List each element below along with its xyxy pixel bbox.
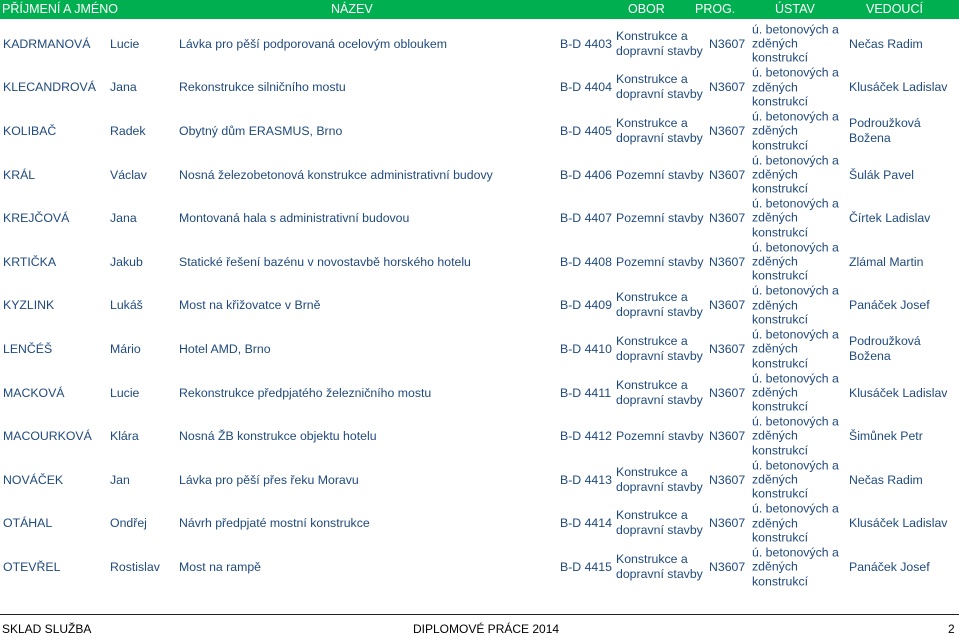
cell-code: B-D 4412	[560, 429, 612, 444]
cell-vedouci: Šulák Pavel	[849, 167, 914, 182]
cell-surname: KRTIČKA	[3, 254, 57, 269]
table-row	[0, 458, 959, 502]
table-row	[0, 109, 959, 153]
table-row	[0, 371, 959, 415]
cell-first: Václav	[110, 167, 147, 182]
table-header	[0, 0, 959, 19]
cell-surname: KLECANDROVÁ	[3, 80, 96, 95]
cell-prog: N3607	[709, 385, 746, 400]
table-row	[0, 284, 959, 328]
cell-prog: N3607	[709, 298, 746, 313]
cell-vedouci: Podroužková Božena	[849, 115, 921, 145]
cell-surname: MACKOVÁ	[3, 385, 65, 400]
cell-obor: Pozemní stavby	[616, 254, 704, 269]
cell-first: Jan	[110, 472, 130, 487]
cell-code: B-D 4403	[560, 36, 612, 51]
cell-obor: Konstrukce a dopravní stavby	[616, 28, 703, 58]
cell-prog: N3607	[709, 123, 746, 138]
cell-ustav: ú. betonových a zděných konstrukcí	[752, 327, 839, 371]
cell-vedouci: Šimůnek Petr	[849, 429, 923, 444]
cell-title: Rekonstrukce předpjatého železničního mostu	[179, 385, 432, 400]
cell-surname: OTÁHAL	[3, 516, 53, 531]
cell-first: Lucie	[110, 385, 140, 400]
cell-obor: Konstrukce a dopravní stavby	[616, 333, 703, 363]
cell-ustav: ú. betonových a zděných konstrukcí	[752, 283, 839, 327]
cell-prog: N3607	[709, 36, 746, 51]
cell-title: Nosná ŽB konstrukce objektu hotelu	[179, 429, 377, 444]
cell-surname: KOLIBAČ	[3, 123, 57, 138]
cell-first: Jana	[110, 80, 137, 95]
cell-code: B-D 4407	[560, 211, 612, 226]
cell-title: Lávka pro pěší přes řeku Moravu	[179, 472, 359, 487]
footer-left: SKLAD SLUŽBA	[2, 622, 92, 636]
cell-obor: Konstrukce a dopravní stavby	[616, 290, 703, 320]
cell-ustav: ú. betonových a zděných konstrukcí	[752, 240, 839, 283]
cell-prog: N3607	[709, 254, 746, 269]
cell-code: B-D 4408	[560, 254, 612, 269]
cell-obor: Konstrukce a dopravní stavby	[616, 377, 703, 407]
cell-first: Radek	[110, 123, 146, 138]
cell-first: Lucie	[110, 36, 140, 51]
cell-title: Rekonstrukce silničního mostu	[179, 80, 346, 95]
cell-code: B-D 4410	[560, 341, 612, 356]
cell-first: Jana	[110, 211, 137, 226]
table-row	[0, 66, 959, 110]
cell-vedouci: Nečas Radim	[849, 472, 923, 487]
cell-ustav: ú. betonových a zděných konstrukcí	[752, 65, 839, 109]
cell-ustav: ú. betonových a zděných konstrukcí	[752, 22, 839, 65]
cell-title: Návrh předpjaté mostní konstrukce	[179, 516, 370, 531]
cell-surname: KREJČOVÁ	[3, 211, 70, 226]
cell-code: B-D 4411	[560, 385, 612, 400]
table-row	[0, 327, 959, 371]
cell-prog: N3607	[709, 211, 746, 226]
cell-code: B-D 4415	[560, 559, 612, 574]
cell-surname: NOVÁČEK	[3, 472, 64, 487]
cell-code: B-D 4406	[560, 167, 612, 182]
cell-code: B-D 4405	[560, 123, 612, 138]
header-prog: PROG.	[695, 2, 736, 16]
cell-title: Most na rampě	[179, 559, 262, 574]
thesis-table	[0, 22, 959, 589]
cell-title: Most na křižovatce v Brně	[179, 298, 321, 313]
cell-code: B-D 4404	[560, 80, 612, 95]
cell-prog: N3607	[709, 167, 746, 182]
cell-first: Lukáš	[110, 298, 143, 313]
cell-obor: Pozemní stavby	[616, 211, 704, 226]
cell-prog: N3607	[709, 559, 746, 574]
cell-surname: KRÁL	[3, 167, 36, 182]
cell-obor: Pozemní stavby	[616, 429, 704, 444]
footer-center: DIPLOMOVÉ PRÁCE 2014	[413, 622, 560, 636]
cell-title: Montovaná hala s administrativní budovou	[179, 211, 410, 226]
table-row	[0, 545, 959, 589]
cell-first: Klára	[110, 429, 139, 444]
cell-surname: MACOURKOVÁ	[3, 429, 92, 444]
cell-first: Rostislav	[110, 559, 160, 574]
cell-first: Ondřej	[110, 516, 147, 531]
cell-obor: Pozemní stavby	[616, 167, 704, 182]
header-vedouci: VEDOUCÍ	[866, 2, 923, 16]
cell-vedouci: Čírtek Ladislav	[849, 211, 931, 226]
cell-title: Statické řešení bazénu v novostavbě horského hotelu	[179, 254, 471, 269]
cell-vedouci: Zlámal Martin	[849, 254, 924, 269]
cell-first: Jakub	[110, 254, 143, 269]
cell-title: Obytný dům ERASMUS, Brno	[179, 123, 343, 138]
cell-surname: OTEVŘEL	[3, 559, 61, 574]
cell-title: Lávka pro pěší podporovaná ocelovým obloukem	[179, 36, 447, 51]
cell-prog: N3607	[709, 341, 746, 356]
cell-vedouci: Podroužková Božena	[849, 333, 921, 363]
cell-vedouci: Klusáček Ladislav	[849, 80, 948, 95]
cell-code: B-D 4413	[560, 472, 612, 487]
cell-vedouci: Panáček Josef	[849, 298, 930, 313]
page-number: 2	[948, 622, 955, 636]
cell-ustav: ú. betonových a zděných konstrukcí	[752, 196, 839, 240]
cell-ustav: ú. betonových a zděných konstrukcí	[752, 545, 839, 589]
cell-code: B-D 4409	[560, 298, 612, 313]
header-title: NÁZEV	[331, 2, 373, 16]
cell-code: B-D 4414	[560, 516, 612, 531]
cell-obor: Konstrukce a dopravní stavby	[616, 72, 703, 102]
cell-surname: KYZLINK	[3, 298, 55, 313]
page-footer	[0, 614, 959, 636]
cell-ustav: ú. betonových a zděných konstrukcí	[752, 501, 839, 545]
cell-vedouci: Nečas Radim	[849, 36, 923, 51]
table-row	[0, 153, 959, 197]
cell-prog: N3607	[709, 80, 746, 95]
cell-obor: Konstrukce a dopravní stavby	[616, 508, 703, 538]
table-row	[0, 240, 959, 284]
cell-vedouci: Klusáček Ladislav	[849, 385, 948, 400]
cell-title: Hotel AMD, Brno	[179, 341, 271, 356]
cell-first: Mário	[110, 341, 141, 356]
cell-ustav: ú. betonových a zděných konstrukcí	[752, 153, 839, 196]
cell-obor: Konstrukce a dopravní stavby	[616, 464, 703, 494]
cell-title: Nosná železobetonová konstrukce administrativní budovy	[179, 167, 493, 182]
table-row	[0, 502, 959, 546]
cell-ustav: ú. betonových a zděných konstrukcí	[752, 414, 839, 458]
header-obor: OBOR	[628, 2, 665, 16]
cell-prog: N3607	[709, 516, 746, 531]
cell-vedouci: Panáček Josef	[849, 559, 930, 574]
table-row	[0, 414, 959, 458]
cell-ustav: ú. betonových a zděných konstrukcí	[752, 371, 839, 414]
cell-prog: N3607	[709, 429, 746, 444]
table-row	[0, 196, 959, 240]
cell-ustav: ú. betonových a zděných konstrukcí	[752, 458, 839, 501]
cell-vedouci: Klusáček Ladislav	[849, 516, 948, 531]
header-name: PŘÍJMENÍ A JMÉNO	[2, 2, 118, 16]
cell-surname: KADRMANOVÁ	[3, 36, 91, 51]
table-row	[0, 22, 959, 66]
cell-obor: Konstrukce a dopravní stavby	[616, 115, 703, 145]
cell-ustav: ú. betonových a zděných konstrukcí	[752, 109, 839, 153]
cell-surname: LENČÉŠ	[3, 341, 53, 356]
cell-obor: Konstrukce a dopravní stavby	[616, 551, 703, 581]
header-ustav: ÚSTAV	[775, 2, 815, 16]
cell-prog: N3607	[709, 472, 746, 487]
